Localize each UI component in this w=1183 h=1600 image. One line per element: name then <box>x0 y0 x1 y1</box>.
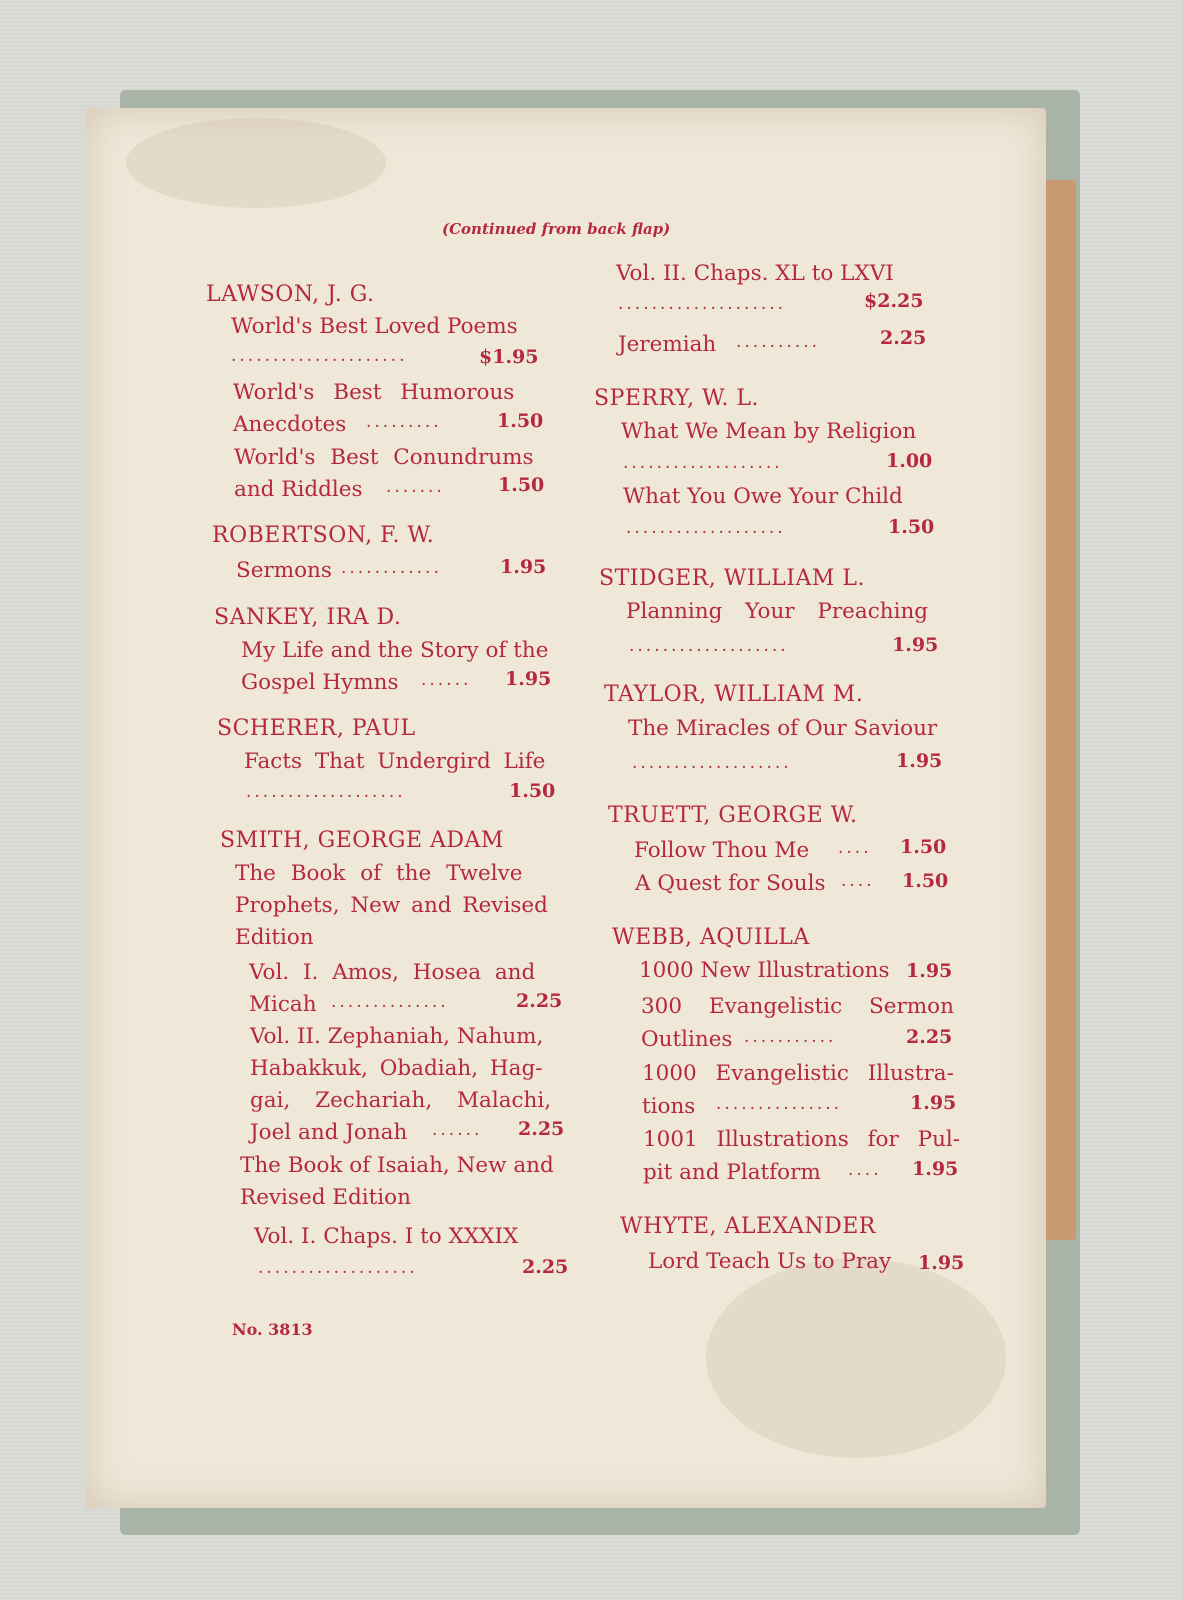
leader-dots: .............. <box>331 992 449 1012</box>
book-title: A Quest for Souls <box>635 871 826 896</box>
leader-dots: ........... <box>744 1027 837 1047</box>
book-title: Habakkuk, Obadiah, Hag- <box>250 1056 543 1081</box>
book-title: Lord Teach Us to Pray <box>648 1249 892 1274</box>
book-title: 300 Evangelistic Sermon <box>641 994 954 1019</box>
leader-dots: .......... <box>736 332 821 352</box>
dust-jacket-back <box>86 108 1046 1508</box>
book-title: Follow Thou Me <box>634 838 810 863</box>
book-title: Joel and Jonah <box>250 1120 408 1145</box>
book-price: 2.25 <box>906 1026 953 1048</box>
leader-dots: ...... <box>432 1120 483 1140</box>
leader-dots: ..................... <box>231 346 408 366</box>
book-title: Planning Your Preaching <box>626 599 929 624</box>
paper-stain <box>126 118 386 208</box>
book-title: Anecdotes <box>233 412 347 437</box>
book-title: Facts That Undergird Life <box>244 749 546 774</box>
leader-dots: ................... <box>246 782 406 802</box>
book-title: World's Best Humorous <box>233 380 515 405</box>
leader-dots: ......... <box>366 412 442 432</box>
book-price: 1.95 <box>912 1158 959 1180</box>
leader-dots: ................... <box>258 1258 418 1278</box>
leader-dots: ....... <box>386 477 445 497</box>
book-title: Gospel Hymns <box>241 670 399 695</box>
author-stidger: STIDGER, WILLIAM L. <box>599 566 865 591</box>
book-title: 1001 Illustrations for Pul- <box>643 1127 961 1152</box>
leader-dots: .... <box>841 871 875 891</box>
book-price: 1.95 <box>910 1092 957 1114</box>
book-title: Vol. I. Amos, Hosea and <box>249 960 536 985</box>
book-price: 1.95 <box>906 960 953 982</box>
book-price: 1.50 <box>900 836 947 858</box>
author-smith: SMITH, GEORGE ADAM <box>220 828 504 853</box>
book-price: 2.25 <box>880 327 927 349</box>
book-title: pit and Platform <box>643 1160 821 1185</box>
author-scherer: SCHERER, PAUL <box>217 716 416 741</box>
book-price: $1.95 <box>479 346 539 368</box>
leader-dots: .... <box>848 1160 882 1180</box>
book-price: 1.95 <box>892 634 939 656</box>
book-price: 1.50 <box>509 780 556 802</box>
leader-dots: ................... <box>629 636 789 656</box>
book-title: and Riddles <box>234 477 363 502</box>
book-title: Micah <box>249 992 317 1017</box>
author-sperry: SPERRY, W. L. <box>594 386 759 411</box>
book-title: tions <box>642 1094 696 1119</box>
book-title: The Book of the Twelve <box>235 861 523 886</box>
author-robertson: ROBERTSON, F. W. <box>212 523 435 548</box>
book-price: 2.25 <box>518 1118 565 1140</box>
paper-stain <box>706 1258 1006 1458</box>
leader-dots: ............... <box>716 1094 843 1114</box>
book-price: 1.00 <box>886 450 933 472</box>
book-title: What We Mean by Religion <box>621 419 917 444</box>
book-title: Vol. II. Zephaniah, Nahum, <box>250 1024 544 1049</box>
book-price: 1.50 <box>497 410 544 432</box>
book-price: $2.25 <box>864 290 924 312</box>
book-price: 1.50 <box>498 474 545 496</box>
book-title: The Miracles of Our Saviour <box>628 716 938 741</box>
book-price: 1.95 <box>500 556 547 578</box>
book-title: 1000 New Illustrations <box>639 958 890 983</box>
author-lawson: LAWSON, J. G. <box>206 282 375 307</box>
author-truett: TRUETT, GEORGE W. <box>608 803 858 828</box>
book-title: 1000 Evangelistic Illustra- <box>642 1061 954 1086</box>
author-taylor: TAYLOR, WILLIAM M. <box>604 682 864 707</box>
book-price: 1.95 <box>505 668 552 690</box>
book-title: Revised Edition <box>240 1185 411 1210</box>
leader-dots: ................... <box>623 453 783 473</box>
author-whyte: WHYTE, ALEXANDER <box>620 1214 876 1239</box>
book-title: What You Owe Your Child <box>623 484 903 509</box>
catalog-number: No. 3813 <box>232 1320 313 1339</box>
leader-dots: ............ <box>341 558 442 578</box>
book-title: Sermons <box>236 558 332 583</box>
leader-dots: ................... <box>632 753 792 773</box>
book-title: The Book of Isaiah, New and <box>240 1153 554 1178</box>
author-sankey: SANKEY, IRA D. <box>214 605 402 630</box>
book-title: World's Best Conundrums <box>234 445 534 470</box>
book-price: 2.25 <box>516 990 563 1012</box>
book-title: gai, Zechariah, Malachi, <box>250 1088 552 1113</box>
book-price: 1.50 <box>902 870 949 892</box>
book-title: Jeremiah <box>618 332 717 357</box>
leader-dots: .................... <box>618 294 787 314</box>
book-title: Vol. I. Chaps. I to XXXIX <box>254 1224 519 1249</box>
book-price: 2.25 <box>522 1256 569 1278</box>
leader-dots: ................... <box>626 518 786 538</box>
book-title: Edition <box>235 925 314 950</box>
book-price: 1.95 <box>896 750 943 772</box>
book-title: Outlines <box>641 1027 733 1052</box>
book-price: 1.50 <box>888 516 935 538</box>
leader-dots: .... <box>838 838 872 858</box>
continued-note: (Continued from back flap) <box>442 220 671 238</box>
author-webb: WEBB, AQUILLA <box>612 925 810 950</box>
book-title: Prophets, New and Revised <box>235 893 548 918</box>
book-title: My Life and the Story of the <box>241 638 549 663</box>
book-title: Vol. II. Chaps. XL to LXVI <box>616 261 894 286</box>
leader-dots: ...... <box>421 670 472 690</box>
book-title: World's Best Loved Poems <box>231 314 518 339</box>
book-price: 1.95 <box>918 1252 965 1274</box>
